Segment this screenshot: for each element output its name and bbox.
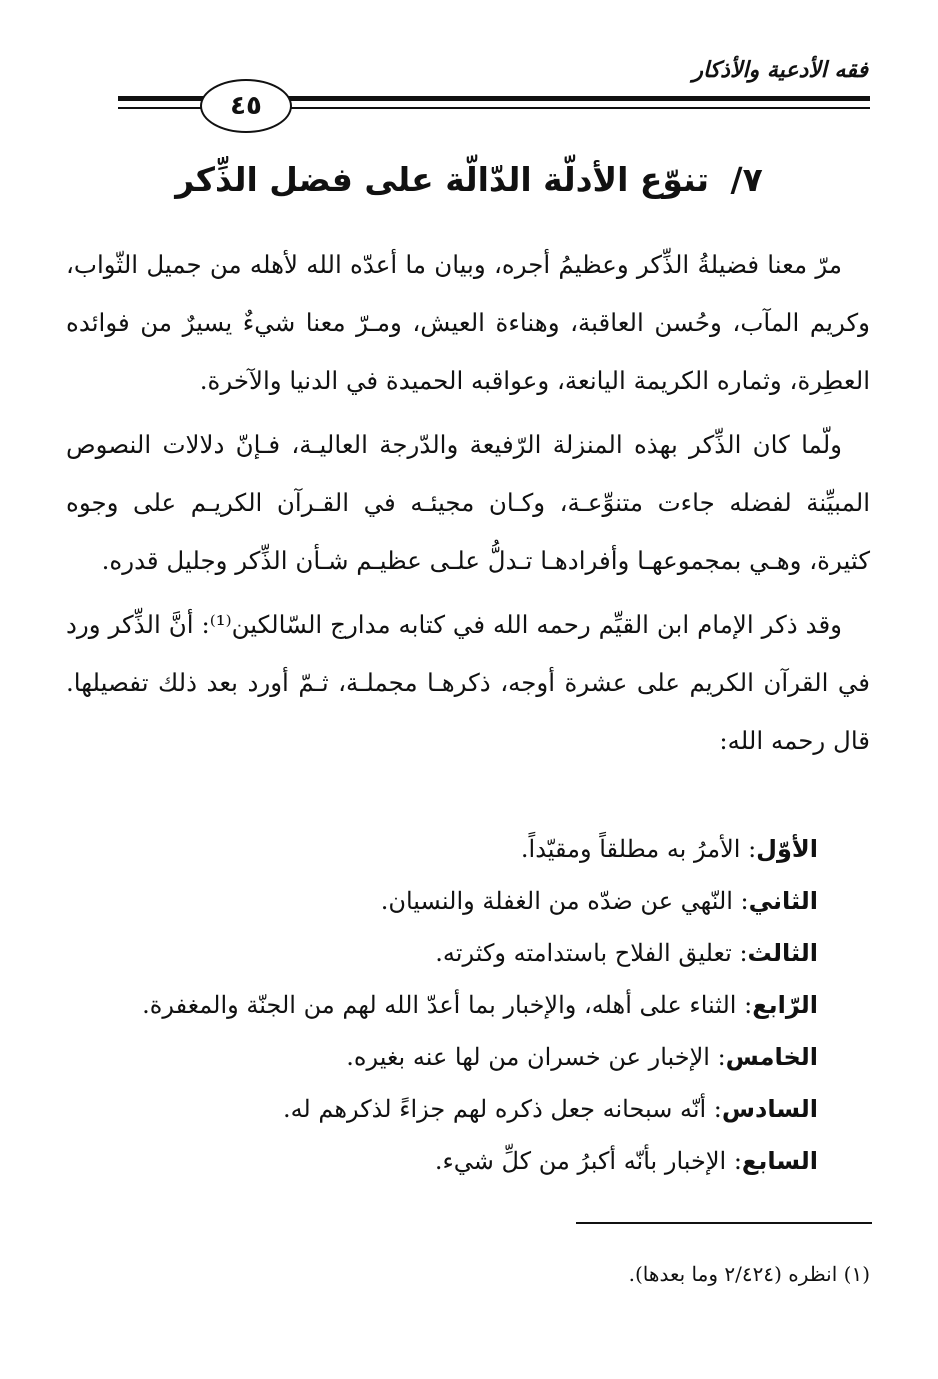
list-item-label: السابع: [741, 1147, 818, 1175]
list-item-text: : الأمرُ به مطلقاً ومقيّداً.: [520, 835, 757, 863]
list-item-text: : الثناء على أهله، والإخبار بما أعدّ الله لهم من الجنّة والمغفرة.: [142, 991, 753, 1019]
list-item: [58, 927, 818, 979]
list-item-text: : تعليق الفلاح باستدامته وكثرته.: [435, 939, 748, 967]
list-item: [58, 1135, 818, 1187]
list-item-text: : أنّه سبحانه جعل ذكره لهم جزاءً لذكرهم له.: [282, 1095, 722, 1123]
footnote: (١) انظره (٢/٤٢٤ وما بعدها).: [628, 1262, 870, 1286]
list-item-text: : الإخبار عن خسران من لها عنه بغيره.: [346, 1043, 726, 1071]
list-item-label: الرّابع: [752, 991, 818, 1019]
list-item: [58, 875, 818, 927]
list-item-label: الخامس: [725, 1043, 818, 1071]
section-number: ٧/: [730, 160, 763, 199]
paragraph: وقد ذكر الإمام ابن القيِّم رحمه الله في كتابه مدارج السّالكين⁽¹⁾: أنَّ الذِّكر ورد في القرآن الكريم على عشرة أوجه، ذكرهـا مجملـة، ثـمّ أورد بعد ذلك تفصيلها. قال رحمه الله:: [66, 610, 870, 755]
paragraph: مرّ معنا فضيلةُ الذِّكر وعظيمُ أجره، وبيان ما أعدّه الله لأهله من جميل الثّواب، وكريم المآب، وحُسن العاقبة، وهناءة العيش، ومـرّ معنا شيءٌ يسيرٌ من فوائده العطِرة، وثماره الكريمة اليانعة، وعواقبه الحميدة في الدنيا والآخرة.: [66, 250, 870, 395]
list-item-text: : النّهي عن ضدّه من الغفلة والنسيان.: [380, 887, 749, 915]
aspects-list: [58, 823, 818, 1187]
section-title-text: تنوّع الأدلّة الدّالّة على فضل الذِّكر: [175, 160, 709, 199]
list-item: [58, 1083, 818, 1135]
footnote-rule: [576, 1222, 872, 1224]
list-item-label: الثالث: [747, 939, 818, 967]
page-number: ٤٥: [200, 79, 292, 133]
running-head: فقه الأدعية والأذكار: [692, 58, 868, 83]
list-item-text: : الإخبار بأنّه أكبرُ من كلِّ شيء.: [434, 1147, 742, 1175]
list-item: [58, 979, 818, 1031]
list-item-label: السادس: [721, 1095, 818, 1123]
paragraph: ولّما كان الذِّكر بهذه المنزلة الرّفيعة والدّرجة العاليـة، فـإنّ دلالات النصوص المبيِّنة لفضله جاءت متنوِّعـة، وكـان مجيئـه في القـرآن الكريـم على وجوه كثيرة، وهـي بمجموعهـا وأفرادهـا تـدلُّ علـى عظيـم شـأن الذِّكر وجليل قدره.: [66, 430, 870, 575]
section-title: [110, 160, 828, 199]
list-item: [58, 823, 818, 875]
list-item-label: الأوّل: [756, 835, 818, 863]
list-item: [58, 1031, 818, 1083]
body-text: [66, 236, 870, 776]
list-item-label: الثاني: [748, 887, 818, 915]
